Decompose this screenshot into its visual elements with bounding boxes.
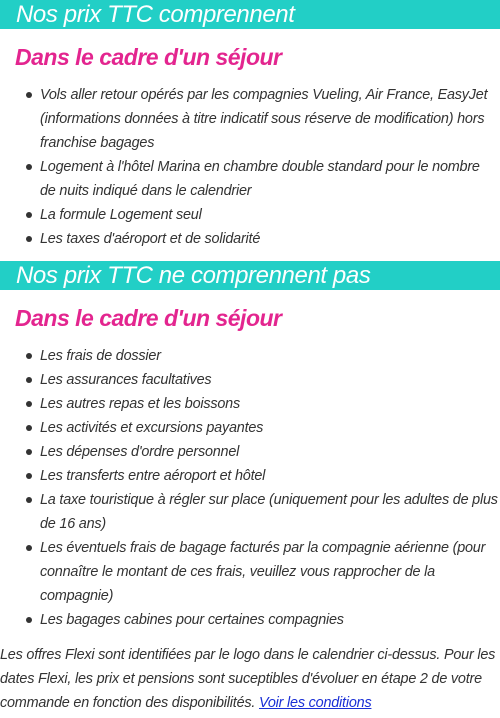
section-excluded-subtitle: Dans le cadre d'un séjour [15,305,282,331]
list-item [0,203,500,227]
bullet-icon [26,236,32,242]
bullet-icon [26,353,32,359]
list-item-text: Les autres repas et les boissons [40,396,240,412]
bullet-icon [26,473,32,479]
included-list [0,83,500,251]
list-item [0,227,500,251]
list-item [0,464,500,488]
list-item-text: Les taxes d'aéroport et de solidarité [40,231,261,247]
bullet-icon [26,425,32,431]
bullet-icon [26,212,32,218]
section-included [0,0,500,251]
list-item-text: Les transferts entre aéroport et hôtel [40,468,266,484]
list-item-text: Les frais de dossier [40,348,161,364]
list-item-text: Logement à l'hôtel Marina en chambre double standard pour le nombre de nuits indiqué dans le calendrier [40,159,480,199]
list-item-text: Les assurances facultatives [40,372,212,388]
flexi-note [0,643,500,715]
list-item-text: La taxe touristique à régler sur place (uniquement pour les adultes de plus de 16 ans) [40,492,498,532]
list-item [0,392,500,416]
list-item-text: Vols aller retour opérés par les compagnies Vueling, Air France, EasyJet (informations données à titre indicatif sous réserve de modification) hors franchise bagages [40,87,488,151]
excluded-list [0,344,500,632]
list-item [0,608,500,632]
conditions-link[interactable]: Voir les conditions [259,695,372,711]
flexi-note-text: Les offres Flexi sont identifiées par le logo dans le calendrier ci-dessus. Pour les dates Flexi, les prix et pensions sont suceptibles d'évoluer en étape 2 de votre commande en fonction des disponibilités. [0,647,496,711]
bullet-icon [26,377,32,383]
list-item-text: Les activités et excursions payantes [40,420,264,436]
bullet-icon [26,545,32,551]
section-included-subtitle: Dans le cadre d'un séjour [15,44,282,70]
section-included-title: Nos prix TTC comprennent [0,0,500,29]
section-excluded [0,261,500,632]
list-item-text: Les dépenses d'ordre personnel [40,444,240,460]
bullet-icon [26,164,32,170]
list-item [0,416,500,440]
list-item [0,83,500,155]
list-item [0,488,500,536]
list-item [0,536,500,608]
list-item [0,344,500,368]
bullet-icon [26,92,32,98]
bullet-icon [26,449,32,455]
bullet-icon [26,617,32,623]
list-item [0,368,500,392]
bullet-icon [26,497,32,503]
section-excluded-title: Nos prix TTC ne comprennent pas [0,261,500,290]
list-item-text: Les bagages cabines pour certaines compagnies [40,612,344,628]
list-item [0,440,500,464]
bullet-icon [26,401,32,407]
list-item-text: Les éventuels frais de bagage facturés par la compagnie aérienne (pour connaître le montant de ces frais, veuillez vous rapprocher de la compagnie) [40,540,486,604]
list-item-text: La formule Logement seul [40,207,202,223]
list-item [0,155,500,203]
